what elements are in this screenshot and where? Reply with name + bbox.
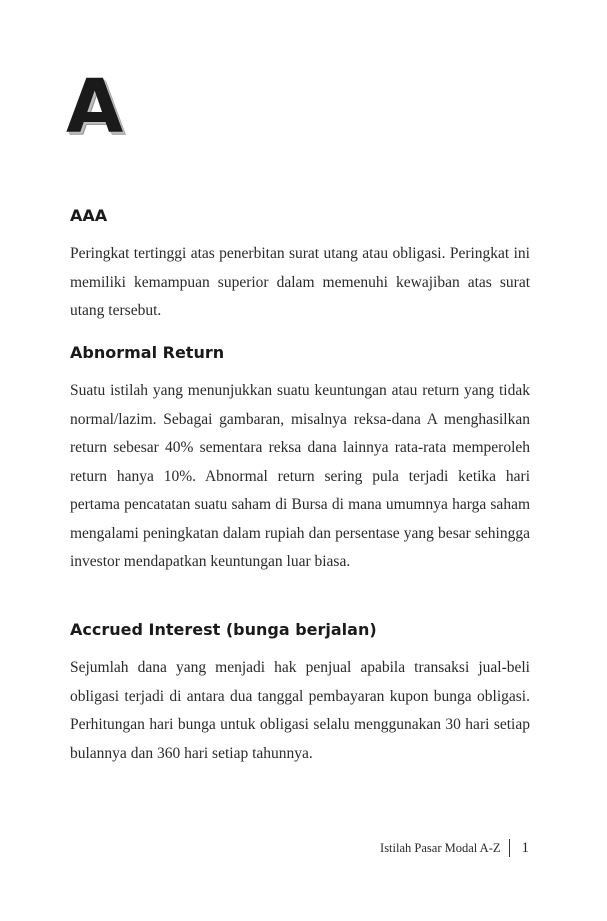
entry-term: AAA (70, 206, 108, 225)
glossary-entry (70, 206, 530, 326)
chapter-heading-letter: A (66, 64, 124, 150)
entry-definition: Sejumlah dana yang menjadi hak penjual apabila transaksi jual-beli obligasi terjadi di antara dua tanggal pembayaran kupon bunga obligasi. Perhitungan hari bunga untuk obligasi selalu menggunakan 30 hari setiap bulannya dan 360 hari setiap tahunnya. (70, 659, 530, 762)
page-footer (380, 838, 529, 858)
page-number: 1 (521, 839, 529, 856)
entry-definition: Peringkat tertinggi atas penerbitan surat utang atau obligasi. Peringkat ini memiliki kemampuan superior dalam memenuhi kewajiban atas surat utang tersebut. (70, 245, 530, 319)
entry-term: Abnormal Return (70, 343, 225, 362)
glossary-entry (70, 343, 530, 577)
footer-book-title: Istilah Pasar Modal A-Z (380, 840, 501, 855)
entry-definition: Suatu istilah yang menunjukkan suatu keuntungan atau return yang tidak normal/lazim. Sebagai gambaran, misalnya reksa-dana A menghasilkan return sebesar 40% sementara reksa dana lainnya rata-rata memperoleh return hanya 10%. Abnormal return sering pula terjadi ketika hari pertama pencatatan suatu saham di Bursa di mana umumnya harga saham mengalami peningkatan dalam rupiah dan persentase yang besar sehingga investor mendapatkan keuntungan luar biasa. (70, 382, 530, 570)
glossary-entry (70, 620, 530, 768)
entry-term: Accrued Interest (bunga berjalan) (70, 620, 377, 639)
